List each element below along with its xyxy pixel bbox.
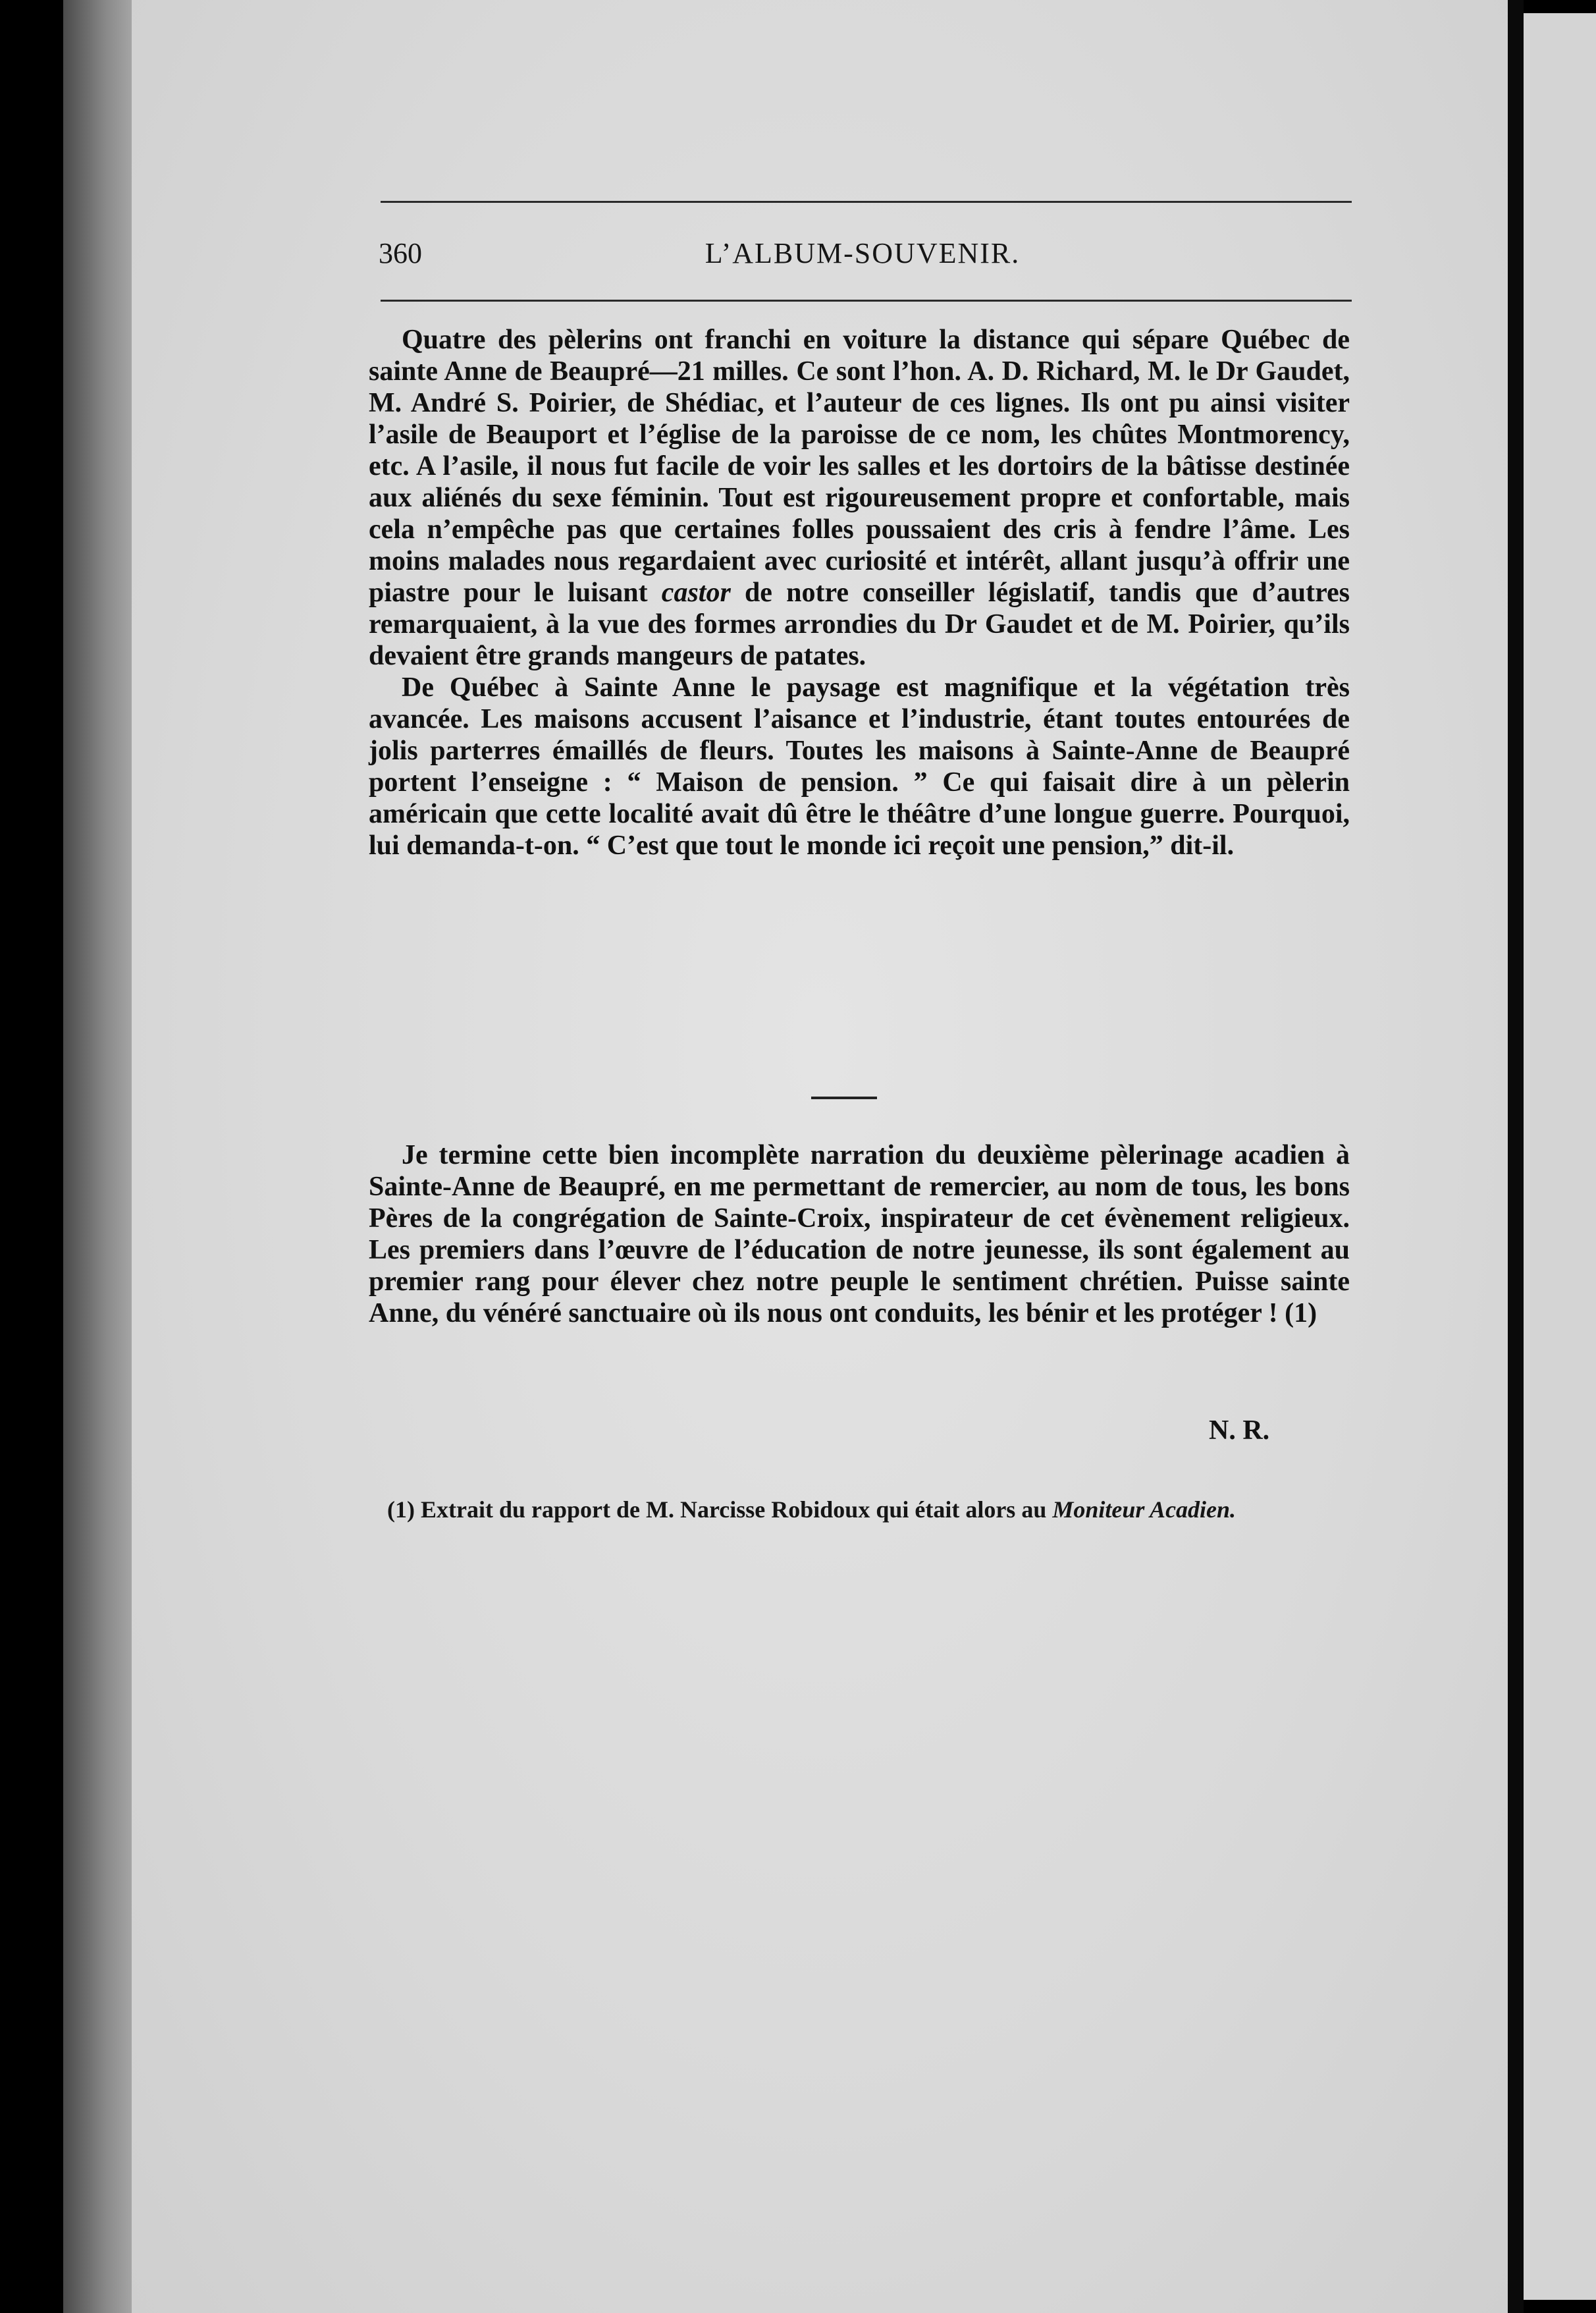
running-title: L’ALBUM-SOUVENIR. bbox=[705, 237, 1021, 269]
paragraph-2: De Québec à Sainte Anne le paysage est magnifique et la végétation très avancée. Les maisons accusent l’aisance et l’industrie, étant toutes entourées de jolis parterres émaillés de fleurs. Toutes les maisons à Sainte-Anne de Beaupré portent l’enseigne : “ Maison de pension. ” Ce qui faisait dire à un pèlerin américain que cette localité avait dû être le théâtre d’une longue guerre. Pourquoi, lui demanda-t-on. “ C’est que tout le monde ici reçoit une pension,” dit-il. bbox=[369, 672, 1350, 861]
paragraph-1-italic: castor bbox=[661, 578, 731, 608]
paragraph-1-text: Quatre des pèlerins ont franchi en voiture la distance qui sépare Québec de sainte Anne de Beaupré—21 milles. Ce sont l’hon. A. D. Richard, M. le Dr Gaudet, M. André S. Poirier, de Shédiac, et l’auteur de ces lignes. Ils ont pu ainsi visiter l’asile de Beauport et l’église de la paroisse de ce nom, les chûtes Montmorency, etc. A l’asile, il nous fut facile de voir les salles et les dortoirs de la bâtisse destinée aux aliénés du sexe féminin. Tout est rigoureusement propre et confortable, mais cela n’empêche pas que certaines folles poussaient des cris à fendre l’âme. Les moins malades nous regardaient avec curiosité et intérêt, allant jusqu’à offrir une piastre pour le luisant bbox=[369, 325, 1350, 608]
facing-page-edge bbox=[1524, 13, 1596, 2300]
footnote-text: (1) Extrait du rapport de M. Narcisse Robidoux qui était alors au bbox=[387, 1496, 1047, 1523]
page-number: 360 bbox=[379, 237, 422, 269]
body-section-2 bbox=[369, 1139, 1350, 1329]
footnote-italic: Moniteur Acadien. bbox=[1052, 1496, 1237, 1523]
page-header bbox=[379, 234, 1346, 273]
header-bottom-rule bbox=[381, 300, 1352, 302]
section-separator bbox=[811, 1097, 877, 1099]
page-gutter bbox=[1508, 0, 1524, 2313]
body-section-1 bbox=[369, 324, 1350, 861]
paragraph-3: Je termine cette bien incomplète narration du deuxième pèlerinage acadien à Sainte-Anne de Beaupré, en me permettant de remercier, au nom de tous, les bons Pères de la congrégation de Sainte-Croix, inspirateur de cet évènement religieux. Les premiers dans l’œuvre de l’éducation de notre jeunesse, ils sont également au premier rang pour élever chez notre peuple le sentiment chrétien. Puisse sainte Anne, du vénéré sanctuaire où ils nous ont conduits, les bénir et les protéger ! (1) bbox=[369, 1140, 1350, 1328]
header-top-rule bbox=[381, 201, 1352, 203]
paragraph-1-end: de notre conseiller législatif, tandis que d’autres remarquaient, à la vue des formes arrondies du Dr Gaudet et de M. Poirier, qu’ils devaient être grands mangeurs de patates. bbox=[369, 578, 1350, 671]
book-spine-edge bbox=[63, 0, 136, 2313]
footnote bbox=[361, 1496, 1352, 1523]
signature: N. R. bbox=[1209, 1415, 1270, 1446]
paragraph-1 bbox=[369, 324, 1350, 672]
